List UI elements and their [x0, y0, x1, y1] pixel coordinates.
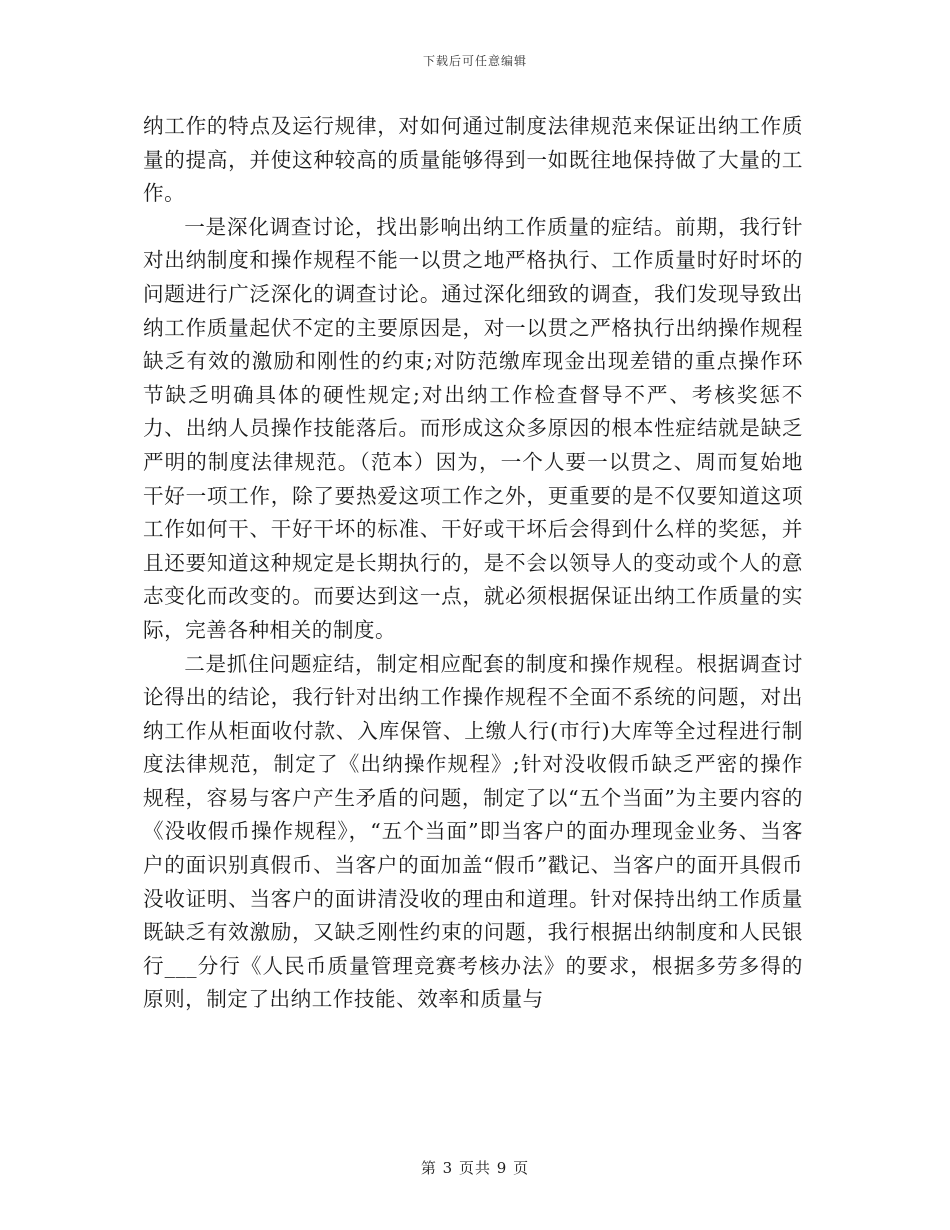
page-number: 第 3 页共 9 页 [420, 1159, 530, 1177]
body-paragraph-investigation: 一是深化调查讨论，找出影响出纳工作质量的症结。前期，我行针对出纳制度和操作规程不能一以贯之地严格执行、工作质量时好时坏的问题进行广泛深化的调查讨论。通过深化细致的调查，我们发现导致出纳工作质量起伏不定的主要原因是，对一以贯之严格执行出纳操作规程缺乏有效的激励和刚性的约束;对防范缴库现金出现差错的重点操作环节缺乏明确具体的硬性规定;对出纳工作检查督导不严、考核奖惩不力、出纳人员操作技能落后。而形成这众多原因的根本性症结就是缺乏严明的制度法律规范。（范本）因为，一个人要一以贯之、周而复始地干好一项工作，除了要热爱这项工作之外，更重要的是不仅要知道这项工作如何干、干好干坏的标准、干好或干坏后会得到什么样的奖惩，并且还要知道这种规定是长期执行的，是不会以领导人的变动或个人的意志变化而改变的。而要达到这一点，就必须根据保证出纳工作质量的实际，完善各种相关的制度。 [143, 214, 803, 642]
body-paragraph-regulations: 二是抓住问题症结，制定相应配套的制度和操作规程。根据调查讨论得出的结论，我行针对出纳工作操作规程不全面不系统的问题，对出纳工作从柜面收付款、入库保管、上缴人行(市行)大库等全过程进行制度法律规范，制定了《出纳操作规程》;针对没收假币缺乏严密的操作规程，容易与客户产生矛盾的问题，制定了以“五个当面”为主要内容的《没收假币操作规程》，“五个当面”即当客户的面办理现金业务、当客户的面识别真假币、当客户的面加盖“假币”戳记、当客户的面开具假币没收证明、当客户的面讲清没收的理由和道理。针对保持出纳工作质量既缺乏有效激励，又缺乏刚性约束的问题，我行根据出纳制度和人民银行___分行《人民币质量管理竞赛考核办法》的要求，根据多劳多得的原则，制定了出纳工作技能、效率和质量与 [143, 651, 803, 1012]
document-body [143, 110, 803, 1017]
page-header: 下载后可任意编辑 [422, 54, 527, 68]
body-paragraph-continuation: 纳工作的特点及运行规律，对如何通过制度法律规范来保证出纳工作质量的提高，并使这种较高的质量能够得到一如既往地保持做了大量的工作。 [143, 114, 803, 206]
